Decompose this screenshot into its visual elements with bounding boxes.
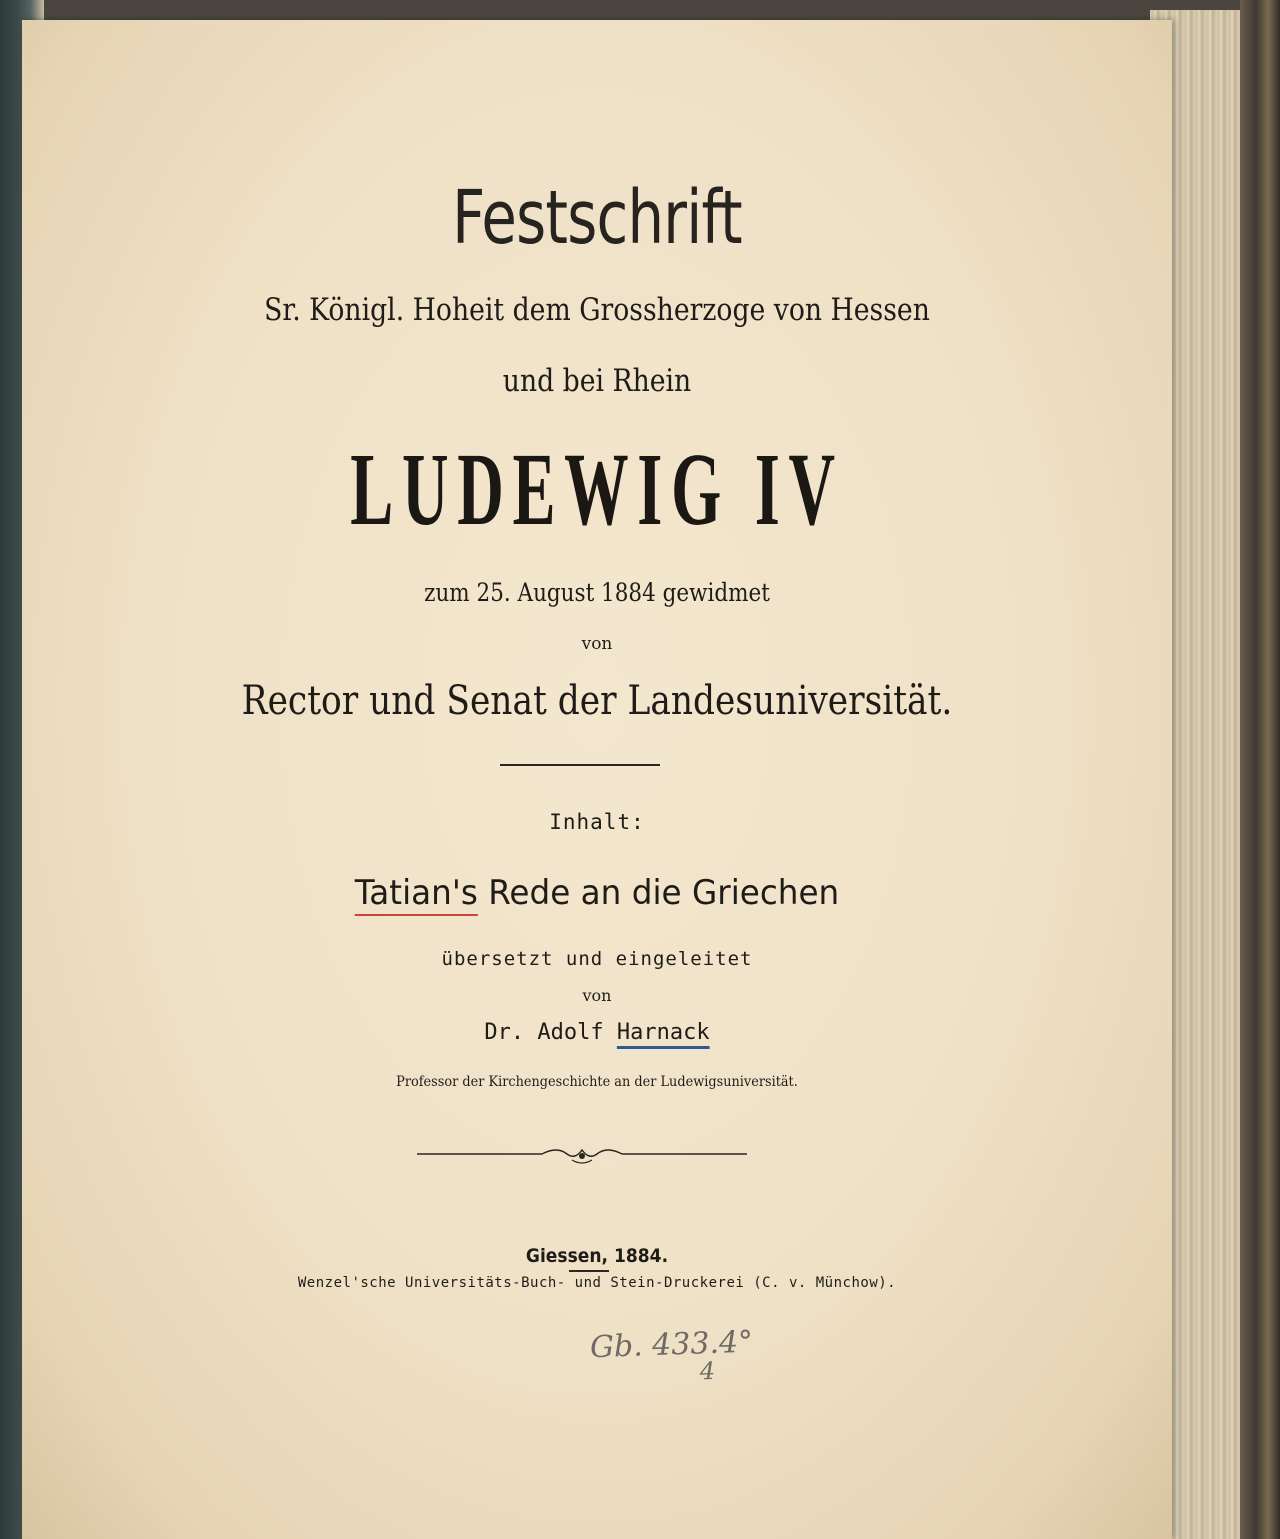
shelfmark-line-2: 4 bbox=[699, 1356, 716, 1386]
author-prefix: Dr. Adolf bbox=[484, 1020, 617, 1045]
date-line: zum 25. August 1884 gewidmet bbox=[424, 578, 770, 607]
author-position: Professor der Kirchengeschichte an der Ludewigsuniversität. bbox=[396, 1074, 798, 1090]
place-year: Giessen, 1884. bbox=[525, 1245, 669, 1267]
title: Festschrift bbox=[452, 175, 742, 261]
ornament-divider bbox=[417, 1140, 747, 1168]
von-line-2: von bbox=[582, 986, 612, 1005]
place-rule bbox=[569, 1270, 609, 1272]
dedication-line-1: Sr. Königl. Hoheit dem Grossherzoge von Hessen bbox=[264, 292, 930, 328]
author-line bbox=[22, 1020, 1172, 1045]
pencil-shelfmark bbox=[21, 1310, 1172, 1409]
work-title bbox=[45, 873, 1149, 913]
work-title-underlined: Tatian's bbox=[354, 873, 478, 913]
contents-label: Inhalt: bbox=[549, 810, 645, 834]
dedication-line-2: und bei Rhein bbox=[502, 363, 692, 399]
printer-line: Wenzel'sche Universitäts-Buch- und Stein-Druckerei (C. v. Münchow). bbox=[297, 1275, 897, 1291]
senate-line: Rector und Senat der Landesuniversität. bbox=[241, 678, 953, 724]
cover-edge bbox=[1240, 0, 1280, 1539]
title-page bbox=[22, 20, 1172, 1539]
shelfmark-line-1: Gb. 433.4° bbox=[589, 1324, 754, 1366]
honoree-name: LUDEWIG IV bbox=[350, 432, 844, 547]
divider-rule bbox=[500, 764, 660, 766]
translated-line: übersetzt und eingeleitet bbox=[441, 948, 753, 970]
work-title-rest: Rede an die Griechen bbox=[477, 873, 840, 913]
von-line-1: von bbox=[581, 634, 613, 654]
author-surname: Harnack bbox=[616, 1020, 710, 1045]
